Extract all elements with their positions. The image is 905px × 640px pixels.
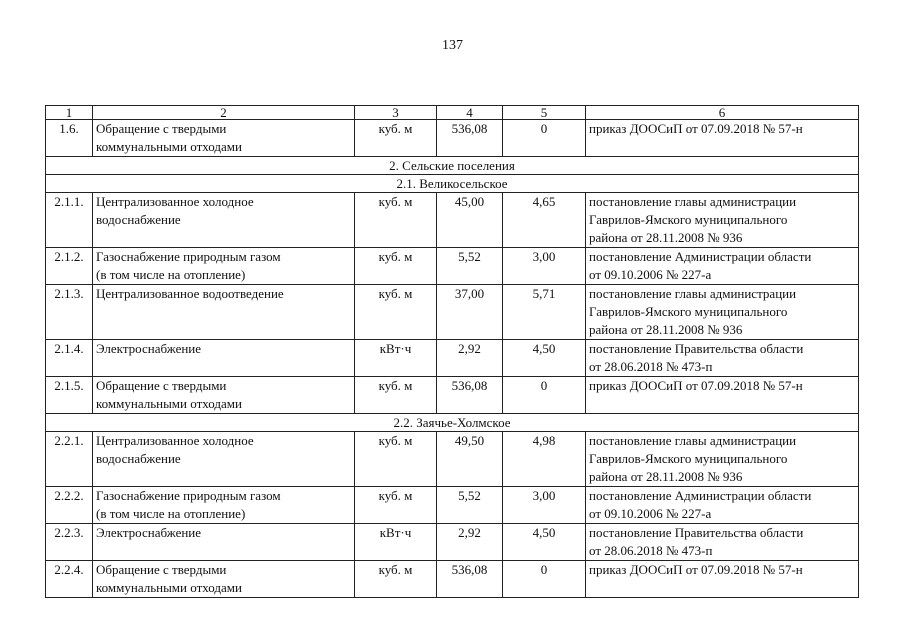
column-header: 2 (93, 106, 355, 120)
service-name-line: Газоснабжение природным газом (96, 249, 281, 264)
table-row (46, 340, 859, 377)
unit-cell: куб. м (355, 432, 437, 487)
value-cell: 536,08 (437, 377, 503, 414)
table-row (46, 487, 859, 524)
document-reference (586, 340, 859, 377)
row-number: 2.2.2. (46, 487, 93, 524)
document-reference-line: района от 28.11.2008 № 936 (589, 469, 743, 484)
unit-cell: куб. м (355, 248, 437, 285)
service-name (93, 377, 355, 414)
service-name-line: Централизованное водоотведение (96, 286, 284, 301)
document-reference (586, 248, 859, 285)
value-cell: 4,50 (503, 340, 586, 377)
row-number: 2.2.3. (46, 524, 93, 561)
unit-cell: кВт·ч (355, 340, 437, 377)
document-reference-line: постановление Администрации области (589, 488, 812, 503)
unit-cell: куб. м (355, 487, 437, 524)
row-number: 1.6. (46, 120, 93, 157)
value-cell: 4,50 (503, 524, 586, 561)
row-number: 2.2.1. (46, 432, 93, 487)
service-name-line: водоснабжение (96, 212, 181, 227)
service-name (93, 248, 355, 285)
document-reference-line: приказ ДООСиП от 07.09.2018 № 57-н (589, 121, 803, 136)
value-cell: 49,50 (437, 432, 503, 487)
section-row (46, 157, 859, 175)
service-name (93, 561, 355, 598)
service-name-line: Централизованное холодное (96, 194, 254, 209)
document-reference (586, 193, 859, 248)
table-row (46, 432, 859, 487)
tariff-table (45, 105, 859, 598)
service-name (93, 524, 355, 561)
service-name (93, 340, 355, 377)
value-cell: 37,00 (437, 285, 503, 340)
table-row (46, 193, 859, 248)
document-reference-line: от 09.10.2006 № 227-а (589, 267, 712, 282)
row-number: 2.1.3. (46, 285, 93, 340)
service-name-line: Обращение с твердыми (96, 378, 227, 393)
document-reference-line: Гаврилов-Ямского муниципального (589, 212, 788, 227)
service-name (93, 285, 355, 340)
value-cell: 2,92 (437, 340, 503, 377)
column-header: 1 (46, 106, 93, 120)
document-reference-line: Гаврилов-Ямского муниципального (589, 451, 788, 466)
value-cell: 0 (503, 561, 586, 598)
unit-cell: кВт·ч (355, 524, 437, 561)
column-header: 4 (437, 106, 503, 120)
unit-cell: куб. м (355, 120, 437, 157)
column-header: 5 (503, 106, 586, 120)
value-cell: 3,00 (503, 487, 586, 524)
service-name-line: Газоснабжение природным газом (96, 488, 281, 503)
document-reference-line: от 28.06.2018 № 473-п (589, 543, 713, 558)
page-number: 137 (442, 38, 463, 53)
value-cell: 4,65 (503, 193, 586, 248)
value-cell: 5,71 (503, 285, 586, 340)
service-name (93, 193, 355, 248)
document-reference (586, 432, 859, 487)
table-row (46, 120, 859, 157)
service-name-line: Централизованное холодное (96, 433, 254, 448)
service-name-line: Обращение с твердыми (96, 562, 227, 577)
unit-cell: куб. м (355, 193, 437, 248)
column-header: 6 (586, 106, 859, 120)
document-reference-line: постановление Правительства области (589, 341, 804, 356)
section-title: 2. Сельские поселения (46, 157, 859, 175)
document-reference-line: Гаврилов-Ямского муниципального (589, 304, 788, 319)
value-cell: 0 (503, 377, 586, 414)
column-header: 3 (355, 106, 437, 120)
unit-cell: куб. м (355, 377, 437, 414)
table-row (46, 285, 859, 340)
document-reference (586, 524, 859, 561)
document-reference (586, 377, 859, 414)
document-reference-line: постановление главы администрации (589, 194, 797, 209)
document-reference (586, 487, 859, 524)
row-number: 2.2.4. (46, 561, 93, 598)
section-row (46, 414, 859, 432)
service-name-line: (в том числе на отопление) (96, 267, 246, 282)
row-number: 2.1.1. (46, 193, 93, 248)
unit-cell: куб. м (355, 285, 437, 340)
document-reference-line: от 28.06.2018 № 473-п (589, 359, 713, 374)
document-reference-line: постановление Администрации области (589, 249, 812, 264)
value-cell: 536,08 (437, 561, 503, 598)
row-number: 2.1.4. (46, 340, 93, 377)
service-name-line: коммунальными отходами (96, 396, 242, 411)
table-row (46, 377, 859, 414)
document-reference-line: приказ ДООСиП от 07.09.2018 № 57-н (589, 562, 803, 577)
table-header-row (46, 106, 859, 120)
document-reference-line: постановление Правительства области (589, 525, 804, 540)
value-cell: 0 (503, 120, 586, 157)
service-name (93, 487, 355, 524)
service-name-line: Электроснабжение (96, 525, 202, 540)
section-title: 2.1. Великосельское (46, 175, 859, 193)
document-reference (586, 285, 859, 340)
document-reference-line: приказ ДООСиП от 07.09.2018 № 57-н (589, 378, 803, 393)
unit-cell: куб. м (355, 561, 437, 598)
table-row (46, 561, 859, 598)
document-reference (586, 120, 859, 157)
document-reference-line: постановление главы администрации (589, 433, 797, 448)
service-name-line: (в том числе на отопление) (96, 506, 246, 521)
value-cell: 5,52 (437, 248, 503, 285)
document-reference-line: постановление главы администрации (589, 286, 797, 301)
document-reference (586, 561, 859, 598)
value-cell: 3,00 (503, 248, 586, 285)
value-cell: 5,52 (437, 487, 503, 524)
service-name (93, 120, 355, 157)
service-name-line: коммунальными отходами (96, 580, 242, 595)
service-name-line: Электроснабжение (96, 341, 202, 356)
table-row (46, 248, 859, 285)
service-name-line: коммунальными отходами (96, 139, 242, 154)
value-cell: 536,08 (437, 120, 503, 157)
section-row (46, 175, 859, 193)
table-body (46, 106, 859, 598)
service-name-line: Обращение с твердыми (96, 121, 227, 136)
section-title: 2.2. Заячье-Холмское (46, 414, 859, 432)
table-row (46, 524, 859, 561)
document-reference-line: от 09.10.2006 № 227-а (589, 506, 712, 521)
value-cell: 4,98 (503, 432, 586, 487)
service-name (93, 432, 355, 487)
value-cell: 45,00 (437, 193, 503, 248)
row-number: 2.1.2. (46, 248, 93, 285)
document-reference-line: района от 28.11.2008 № 936 (589, 322, 743, 337)
value-cell: 2,92 (437, 524, 503, 561)
service-name-line: водоснабжение (96, 451, 181, 466)
document-reference-line: района от 28.11.2008 № 936 (589, 230, 743, 245)
row-number: 2.1.5. (46, 377, 93, 414)
